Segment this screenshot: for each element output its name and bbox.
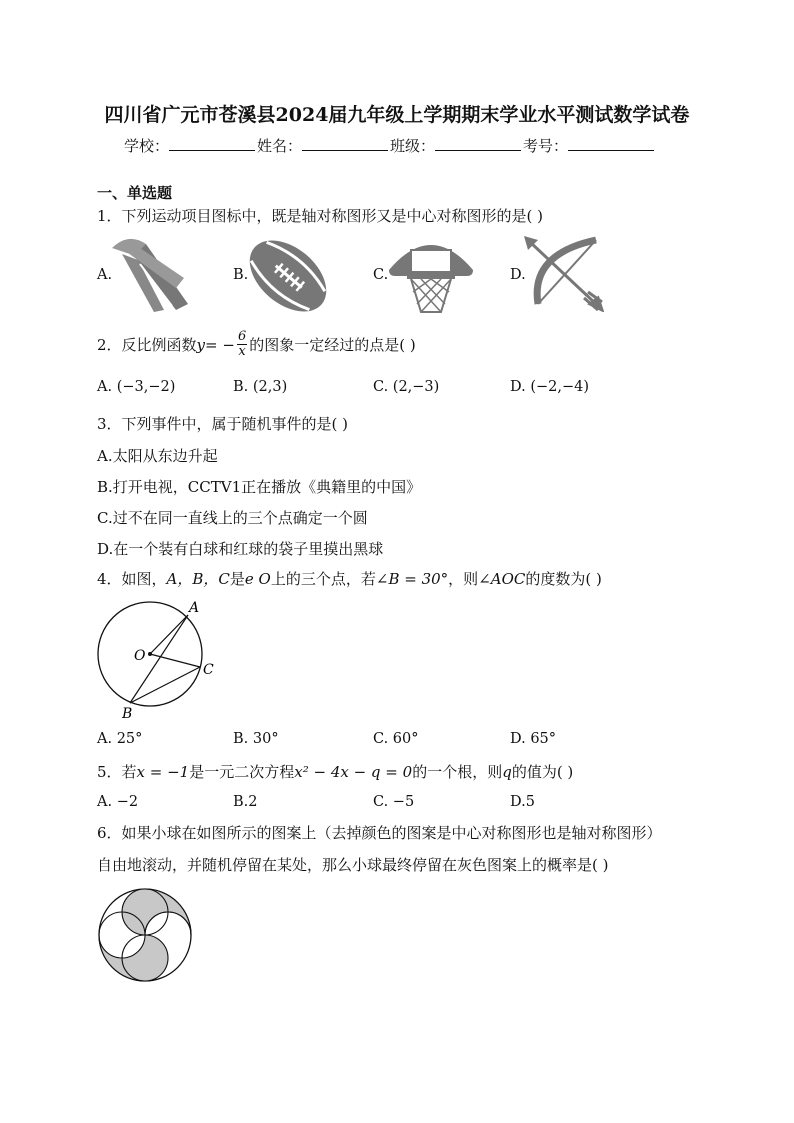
q4-suffix: 的度数为( ) (525, 570, 602, 588)
badminton-icon (110, 234, 194, 318)
q5-text-1: 是一元二次方程 (189, 763, 295, 781)
school-label: 学校： (124, 137, 170, 155)
q2-y-var: y (196, 335, 206, 354)
q4-prefix: 4．如图， (97, 570, 167, 588)
q4-text-1: 是 (229, 570, 245, 588)
section-heading: 一、单选题 (97, 184, 173, 202)
q3-option-b[interactable]: B.打开电视，CCTV1正在播放《典籍里的中国》 (97, 478, 422, 496)
q4-circle: e O (244, 570, 271, 588)
q2-option-a[interactable]: A. (−3,−2) (97, 379, 176, 395)
q4-option-a[interactable]: A. 25° (97, 731, 143, 747)
q5-option-d[interactable]: D.5 (510, 794, 535, 810)
q2-option-d[interactable]: D. (−2,−4) (510, 379, 589, 395)
q4-circle-figure (94, 598, 224, 728)
q5-option-c[interactable]: C. −5 (373, 794, 415, 810)
q6-pattern-figure (96, 886, 194, 988)
segment-bc (130, 667, 200, 703)
school-blank[interactable] (169, 136, 255, 151)
q2-numerator: 6 (237, 329, 247, 344)
q5-equation: x² − 4x − q = 0 (294, 763, 413, 781)
label-a: A (189, 600, 200, 616)
class-blank[interactable] (435, 136, 521, 151)
q5-root: x = −1 (136, 763, 190, 781)
q5-q-var: q (502, 763, 512, 781)
label-b: B (122, 706, 133, 722)
q2-denominator: x (238, 344, 246, 359)
q5-prefix: 5．若 (97, 763, 137, 781)
label-o: O (134, 648, 146, 664)
q2-option-c[interactable]: C. (2,−3) (373, 379, 440, 395)
q2-eq-sign: = − (205, 335, 235, 354)
rugby-ball-icon (244, 234, 332, 322)
question-1-stem: 1．下列运动项目图标中，既是轴对称图形又是中心对称图形的是( ) (97, 207, 544, 225)
q4-condition: ∠B = 30° (375, 570, 449, 588)
q4-angle-asked: ∠AOC (478, 570, 526, 588)
q5-option-a[interactable]: A. −2 (97, 794, 139, 810)
name-blank[interactable] (302, 136, 388, 151)
question-6-line-2: 自由地滚动，并随机停留在某处，那么小球最终停留在灰色图案上的概率是( ) (97, 856, 609, 874)
q4-option-d[interactable]: D. 65° (510, 731, 557, 747)
q5-option-b[interactable]: B.2 (233, 794, 258, 810)
q1-option-c[interactable]: C. (373, 267, 389, 283)
q2-suffix: 的图象一定经过的点是( ) (249, 336, 416, 354)
q3-option-a[interactable]: A.太阳从东边升起 (97, 447, 218, 465)
q3-option-d[interactable]: D.在一个装有白球和红球的袋子里摸出黑球 (97, 540, 384, 558)
q5-suffix: 的值为( ) (511, 763, 574, 781)
q4-option-c[interactable]: C. 60° (373, 731, 419, 747)
label-c: C (203, 662, 214, 678)
q2-prefix: 2．反比例函数 (97, 336, 197, 354)
q4-points: A，B，C (166, 570, 230, 588)
question-5-stem (97, 761, 573, 782)
name-label: 姓名： (257, 137, 303, 155)
question-3-stem: 3．下列事件中，属于随机事件的是( ) (97, 415, 349, 433)
q1-option-b[interactable]: B. (233, 267, 249, 283)
archery-icon (520, 234, 604, 316)
class-label: 班级： (390, 137, 436, 155)
q4-option-b[interactable]: B. 30° (233, 731, 279, 747)
q4-text-3: ，则 (448, 570, 479, 588)
segment-oa (150, 615, 188, 654)
number-blank[interactable] (568, 136, 654, 151)
basketball-hoop-icon (385, 234, 477, 320)
number-label: 考号： (523, 137, 569, 155)
question-6-line-1: 6．如果小球在如图所示的图案上（去掉颜色的图案是中心对称图形也是轴对称图形） (97, 824, 662, 842)
q2-option-b[interactable]: B. (2,3) (233, 379, 288, 395)
q4-text-2: 上的三个点，若 (270, 570, 376, 588)
q1-option-a[interactable]: A. (97, 267, 113, 283)
q1-option-d[interactable]: D. (510, 267, 526, 283)
q5-text-2: 的一个根，则 (412, 763, 503, 781)
question-4-stem (97, 568, 602, 589)
question-2-stem (97, 330, 416, 359)
q3-option-c[interactable]: C.过不在同一直线上的三个点确定一个圆 (97, 509, 368, 527)
page-title: 四川省广元市苍溪县2024届九年级上学期期末学业水平测试数学试卷 (104, 104, 690, 126)
q2-fraction (237, 330, 247, 359)
student-info-row (124, 135, 656, 156)
